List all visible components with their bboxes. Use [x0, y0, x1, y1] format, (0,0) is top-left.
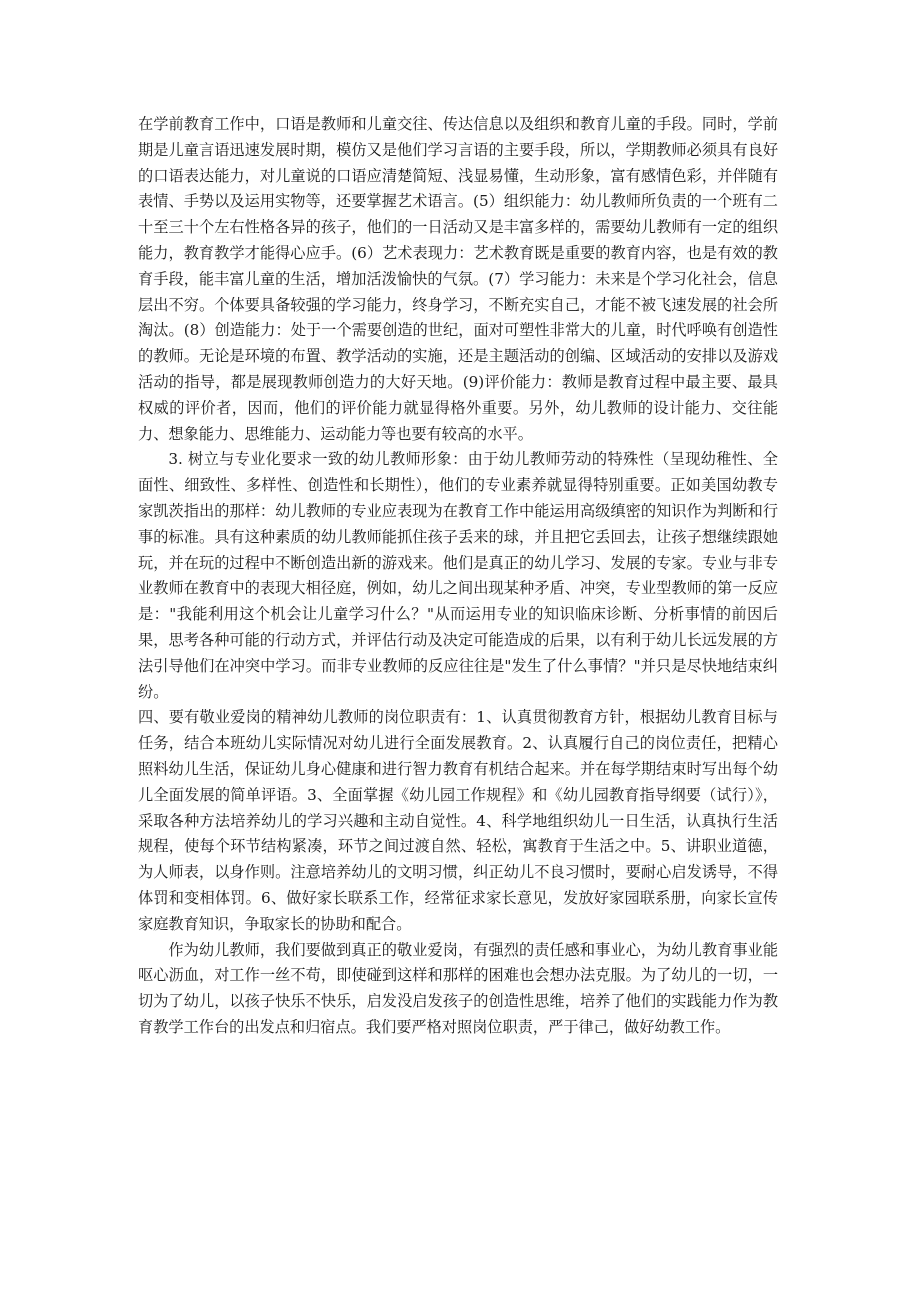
paragraph-job-duties: 四、要有敬业爱岗的精神幼儿教师的岗位职责有：1、认真贯彻教育方针，根据幼儿教育目标与任务，结合本班幼儿实际情况对幼儿进行全面发展教育。2、认真履行自己的岗位责任，把精心照料幼儿生活，保证幼儿身心健康和进行智力教育有机结合起来。并在每学期结束时写出每个幼儿全面发展的简单评语。3、全面掌握《幼儿园工作规程》和《幼儿园教育指导纲要（试行）》，采取各种方法培养幼儿的学习兴趣和主动自觉性。4、科学地组织幼儿一日生活，认真执行生活规程，使每个环节结构紧凑，环节之间过渡自然、轻松，寓教育于生活之中。5、讲职业道德，为人师表，以身作则。注意培养幼儿的文明习惯，纠正幼儿不良习惯时，要耐心启发诱导，不得体罚和变相体罚。6、做好家长联系工作，经常征求家长意见，发放好家园联系册，向家长宣传家庭教育知识，争取家长的协助和配合。 [138, 708, 778, 933]
document-body [138, 112, 778, 1041]
paragraph-professional-image: 3. 树立与专业化要求一致的幼儿教师形象：由于幼儿教师劳动的特殊性（呈现幼稚性、全面性、细致性、多样性、创造性和长期性），他们的专业素养就显得特别重要。正如美国幼教专家凯茨指出的那样：幼儿教师的专业应表现为在教育工作中能运用高级缜密的知识作为判断和行事的标准。具有这种素质的幼儿教师能抓住孩子丢来的球，并且把它丢回去，让孩子想继续跟她玩，并在玩的过程中不断创造出新的游戏来。他们是真正的幼儿学习、发展的专家。专业与非专业教师在教育中的表现大相径庭，例如，幼儿之间出现某种矛盾、冲突，专业型教师的第一反应是："我能利用这个机会让儿童学习什么？"从而运用专业的知识临床诊断、分析事情的前因后果，思考各种可能的行动方式，并评估行动及决定可能造成的后果，以有利于幼儿长远发展的方法引导他们在冲突中学习。而非专业教师的反应往往是"发生了什么事情？"并只是尽快地结束纠纷。 [138, 450, 778, 701]
paragraph-conclusion: 作为幼儿教师，我们要做到真正的敬业爱岗，有强烈的责任感和事业心，为幼儿教育事业能呕心沥血，对工作一丝不苟，即使碰到这样和那样的困难也会想办法克服。为了幼儿的一切，一切为了幼儿，以孩子快乐不快乐，启发没启发孩子的创造性思维，培养了他们的实践能力作为教育教学工作台的出发点和归宿点。我们要严格对照岗位职责，严于律己，做好幼教工作。 [138, 940, 778, 1036]
paragraph-abilities: 在学前教育工作中，口语是教师和儿童交往、传达信息以及组织和教育儿童的手段。同时，学前期是儿童言语迅速发展时期，模仿又是他们学习言语的主要手段，所以，学期教师必须具有良好的口语表达能力，对儿童说的口语应清楚简短、浅显易懂，生动形象，富有感情色彩，并伴随有表情、手势以及运用实物等，还要掌握艺术语言。(5）组织能力：幼儿教师所负责的一个班有二十至三十个左右性格各异的孩子，他们的一日活动又是丰富多样的，需要幼儿教师有一定的组织能力，教育教学才能得心应手。(6）艺术表现力：艺术教育既是重要的教育内容，也是有效的教育手段，能丰富儿童的生活，增加活泼愉快的气氛。(7）学习能力：未来是个学习化社会，信息层出不穷。个体要具备较强的学习能力，终身学习，不断充实自己，才能不被飞速发展的社会所淘汰。(8）创造能力：处于一个需要创造的世纪，面对可塑性非常大的儿童，时代呼唤有创造性的教师。无论是环境的布置、教学活动的实施，还是主题活动的创编、区域活动的安排以及游戏活动的指导，都是展现教师创造力的大好天地。(9)评价能力：教师是教育过程中最主要、最具权威的评价者，因而，他们的评价能力就显得格外重要。另外，幼儿教师的设计能力、交往能力、想象能力、思维能力、运动能力等也要有较高的水平。 [138, 115, 778, 443]
